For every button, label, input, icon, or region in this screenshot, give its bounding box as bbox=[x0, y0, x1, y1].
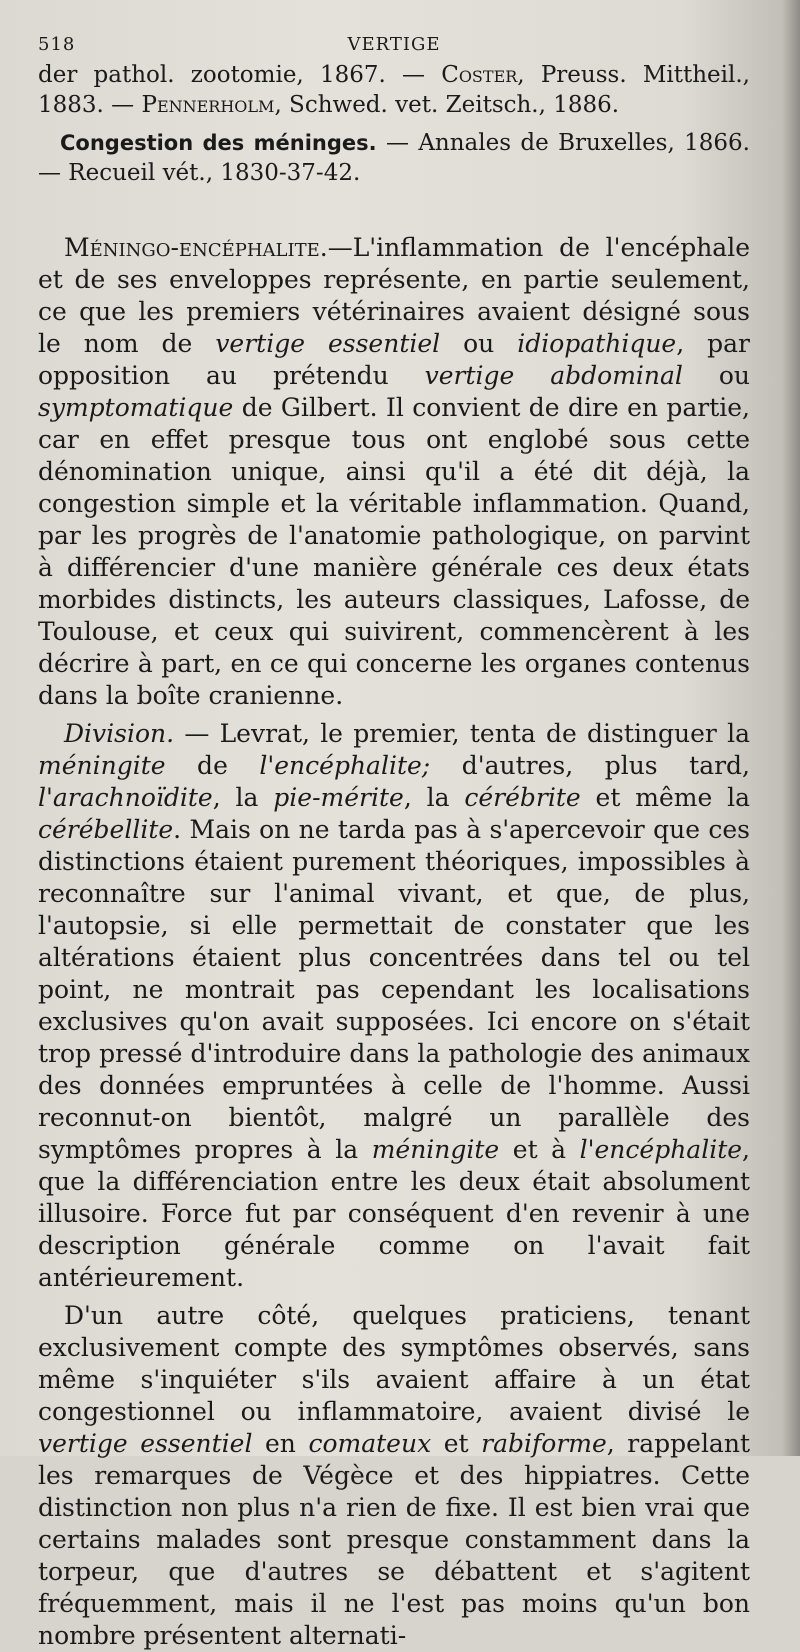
italic-run: l'arachnoïdite bbox=[38, 783, 213, 812]
page-number: 518 bbox=[38, 34, 76, 55]
bib-text: — Annales de Bruxelles, 1866. — Recueil vét., 1830-37-42. bbox=[38, 130, 750, 186]
text-run: et même la bbox=[580, 783, 750, 812]
text-run: . Mais on ne tarda pas à s'apercevoir que ces distinctions étaient purement théoriques, impossibles à reconnaître sur l'animal vivant, et que, de plus, l'autopsie, si elle permettait de constater que les altérations étaient plus concentrées dans tel ou tel point, ne montrait pas cependant les localisations exclusives qu'on avait supposées. Ici encore on s'était trop pressé d'introduire dans la pathologie des animaux des données empruntées à celle de l'homme. Aussi reconnut-on bientôt, malgré un parallèle des symptômes propres à la bbox=[38, 815, 750, 1164]
italic-run: méningite bbox=[371, 1135, 500, 1164]
italic-run: symptomatique bbox=[38, 393, 234, 422]
body-text bbox=[38, 232, 750, 1652]
author-name: Pennerholm bbox=[141, 92, 275, 118]
bib-text: , Preuss. Mittheil., 1883. — bbox=[38, 62, 750, 118]
bib-heading: Congestion des méninges. bbox=[60, 131, 377, 155]
text-run: , rappelant les remarques de Végèce et des hippiatres. Cette distinction non plus n'a rien de fixe. Il est bien vrai que certains malades sont presque constamment dans la torpeur, que d'autres se débattent et s'agitent fréquemment, mais il ne l'est pas moins qu'un bon nombre présentent alternati- bbox=[38, 1429, 750, 1650]
italic-run: rabiforme bbox=[481, 1429, 607, 1458]
italic-run: l'encéphalite; bbox=[259, 751, 431, 780]
section-heading: Méningo-encéphalite. bbox=[64, 233, 328, 262]
text-run: , la bbox=[212, 783, 274, 812]
page-edge-shadow bbox=[782, 0, 800, 1456]
italic-run: vertige abdominal bbox=[424, 361, 683, 390]
author-name: Coster bbox=[441, 62, 518, 88]
bib-text: der pathol. zootomie, 1867. — bbox=[38, 62, 442, 88]
bib-text: , Schwed. vet. Zeitsch., 1886. bbox=[274, 92, 620, 118]
text-run: et à bbox=[499, 1135, 580, 1164]
text-run: D'un autre côté, quelques praticiens, tenant exclusivement compte des symptômes observés, sans même s'inquiéter s'ils avaient affaire à un état congestionnel ou inflammatoire, avaient divisé le bbox=[38, 1301, 750, 1426]
italic-run: méningite bbox=[38, 751, 166, 780]
text-run: en bbox=[252, 1429, 309, 1458]
running-title: VERTIGE bbox=[347, 34, 441, 55]
italic-run: comateux bbox=[308, 1429, 432, 1458]
italic-run: idiopathique bbox=[517, 329, 677, 358]
italic-run: vertige essentiel bbox=[215, 329, 441, 358]
text-run: ou bbox=[682, 361, 750, 390]
text-run: de bbox=[165, 751, 260, 780]
text-run: de Gilbert. Il convient de dire en partie, car en effet presque tous ont englobé sous cette dénomination unique, ainsi qu'il a été dit déjà, la congestion simple et la véritable inflammation. Quand, par les progrès de l'anatomie pathologique, on parvint à différencier d'une manière générale ces deux états morbides distincts, les auteurs classiques, Lafosse, de Toulouse, et ceux qui suivirent, commencèrent à les décrire à part, en ce qui concerne les organes contenus dans la boîte cranienne. bbox=[38, 393, 750, 710]
text-run: , que la différenciation entre les deux était absolument illusoire. Force fut par conséquent d'en revenir à une description générale comme on l'avait fait antérieurement. bbox=[38, 1135, 750, 1292]
text-run: ou bbox=[440, 329, 518, 358]
paragraph-meningo-encephalite bbox=[38, 232, 750, 712]
text-run: , la bbox=[403, 783, 465, 812]
paragraph-autre-cote bbox=[38, 1300, 750, 1652]
text-run: — Levrat, le premier, tenta de distinguer la bbox=[174, 719, 750, 748]
bibliography-block bbox=[38, 60, 750, 188]
running-head bbox=[38, 30, 750, 60]
italic-run: cérébrite bbox=[464, 783, 581, 812]
section-heading: Division. bbox=[64, 719, 175, 748]
italic-run: vertige essentiel bbox=[38, 1429, 253, 1458]
bibliography-entry-congestion bbox=[38, 128, 750, 188]
text-run: —L'inflammation de l'encéphale et de ses enveloppes représente, en partie seulement, ce que les premiers vétérinaires avaient désigné sous le nom de bbox=[38, 233, 750, 358]
italic-run: l'encéphalite bbox=[579, 1135, 743, 1164]
text-run: et bbox=[431, 1429, 482, 1458]
bibliography-entry bbox=[38, 60, 750, 120]
italic-run: cérébellite bbox=[38, 815, 174, 844]
text-run: d'autres, plus tard, bbox=[430, 751, 750, 780]
paragraph-division bbox=[38, 718, 750, 1294]
italic-run: pie-mérite bbox=[273, 783, 404, 812]
text-run: , par opposition au prétendu bbox=[38, 329, 750, 390]
